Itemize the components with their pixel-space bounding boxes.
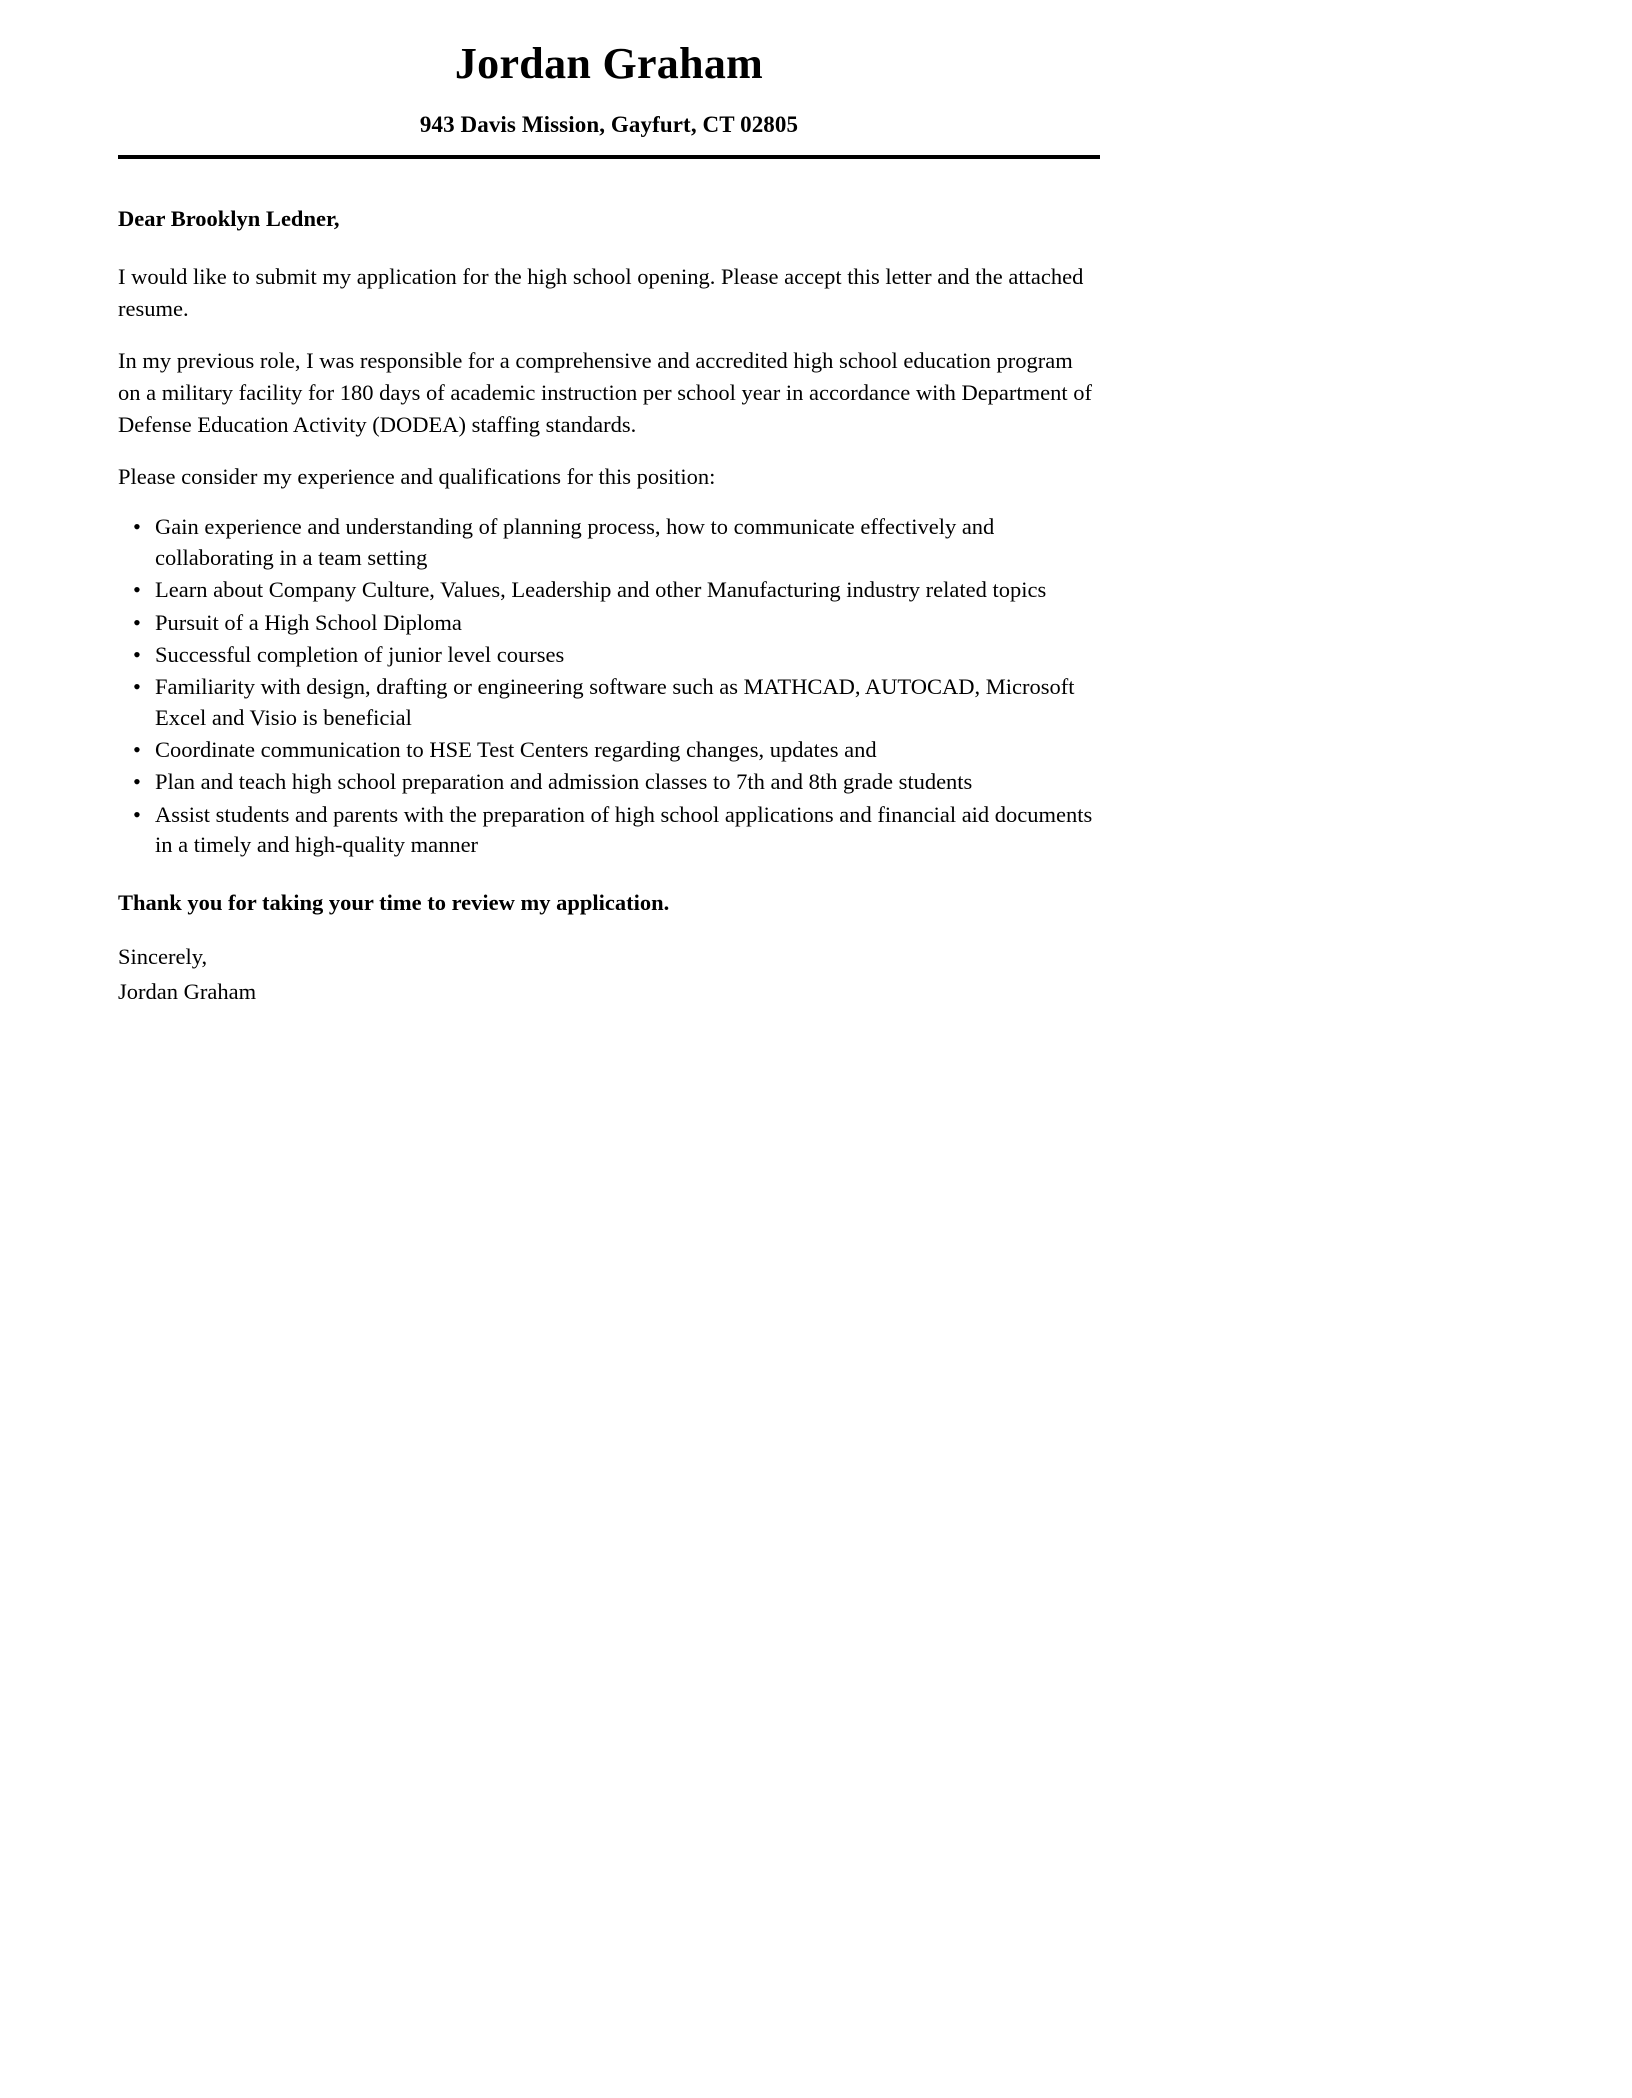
list-item-label: Learn about Company Culture, Values, Leadership and other Manufacturing industry related topics xyxy=(155,577,1047,603)
cover-letter-body xyxy=(118,0,1100,1008)
list-item xyxy=(118,512,1100,573)
list-item xyxy=(118,672,1100,733)
header-divider-rule xyxy=(118,155,1100,159)
page-title: Jordan Graham xyxy=(454,39,764,88)
list-item-label: Plan and teach high school preparation and admission classes to 7th and 8th grade students xyxy=(155,769,973,795)
bullet-icon: • xyxy=(133,674,141,700)
salutation: Dear Brooklyn Ledner, xyxy=(118,205,340,231)
qualifications-list xyxy=(118,512,1100,860)
bullet-icon: • xyxy=(133,769,141,795)
bullet-icon: • xyxy=(133,609,141,635)
list-item xyxy=(118,575,1100,605)
paragraph-intro: I would like to submit my application for the high school opening. Please accept this letter and the attached resume. xyxy=(118,263,1084,321)
list-item-label: Assist students and parents with the preparation of high school applications and financial aid documents in a timely and high-quality manner xyxy=(155,801,1093,858)
bullet-icon: • xyxy=(133,737,141,763)
list-item-label: Gain experience and understanding of planning process, how to communicate effectively and collaborating in a team setting xyxy=(155,514,995,570)
bullet-icon: • xyxy=(133,641,141,667)
letter-header xyxy=(118,0,1100,138)
signature-name: Jordan Graham xyxy=(118,979,257,1005)
list-item xyxy=(118,640,1100,670)
signature-block xyxy=(118,941,1100,1009)
list-item xyxy=(118,608,1100,638)
sender-address: 943 Davis Mission, Gayfurt, CT 02805 xyxy=(419,111,799,137)
bullet-icon: • xyxy=(133,514,141,540)
list-item xyxy=(118,767,1100,797)
bullet-icon: • xyxy=(133,801,141,827)
list-item xyxy=(118,800,1100,861)
list-item xyxy=(118,735,1100,765)
letter-content xyxy=(118,167,1100,1009)
list-item-label: Coordinate communication to HSE Test Centers regarding changes, updates and xyxy=(155,737,877,763)
paragraph-qualifications-lead-in: Please consider my experience and qualifications for this position: xyxy=(118,463,716,489)
list-item-label: Familiarity with design, drafting or engineering software such as MATHCAD, AUTOCAD, Microsoft Excel and Visio is beneficial xyxy=(155,674,1075,730)
thank-you-line: Thank you for taking your time to review my application. xyxy=(118,889,670,915)
list-item-label: Pursuit of a High School Diploma xyxy=(155,609,462,635)
list-item-label: Successful completion of junior level courses xyxy=(155,641,565,667)
bullet-icon: • xyxy=(133,577,141,603)
paragraph-experience: In my previous role, I was responsible for a comprehensive and accredited high school education program on a military facility for 180 days of academic instruction per school year in accordance with Department of Defense Education Activity (DODEA) staffing standards. xyxy=(118,347,1093,437)
valediction: Sincerely, xyxy=(118,943,208,969)
